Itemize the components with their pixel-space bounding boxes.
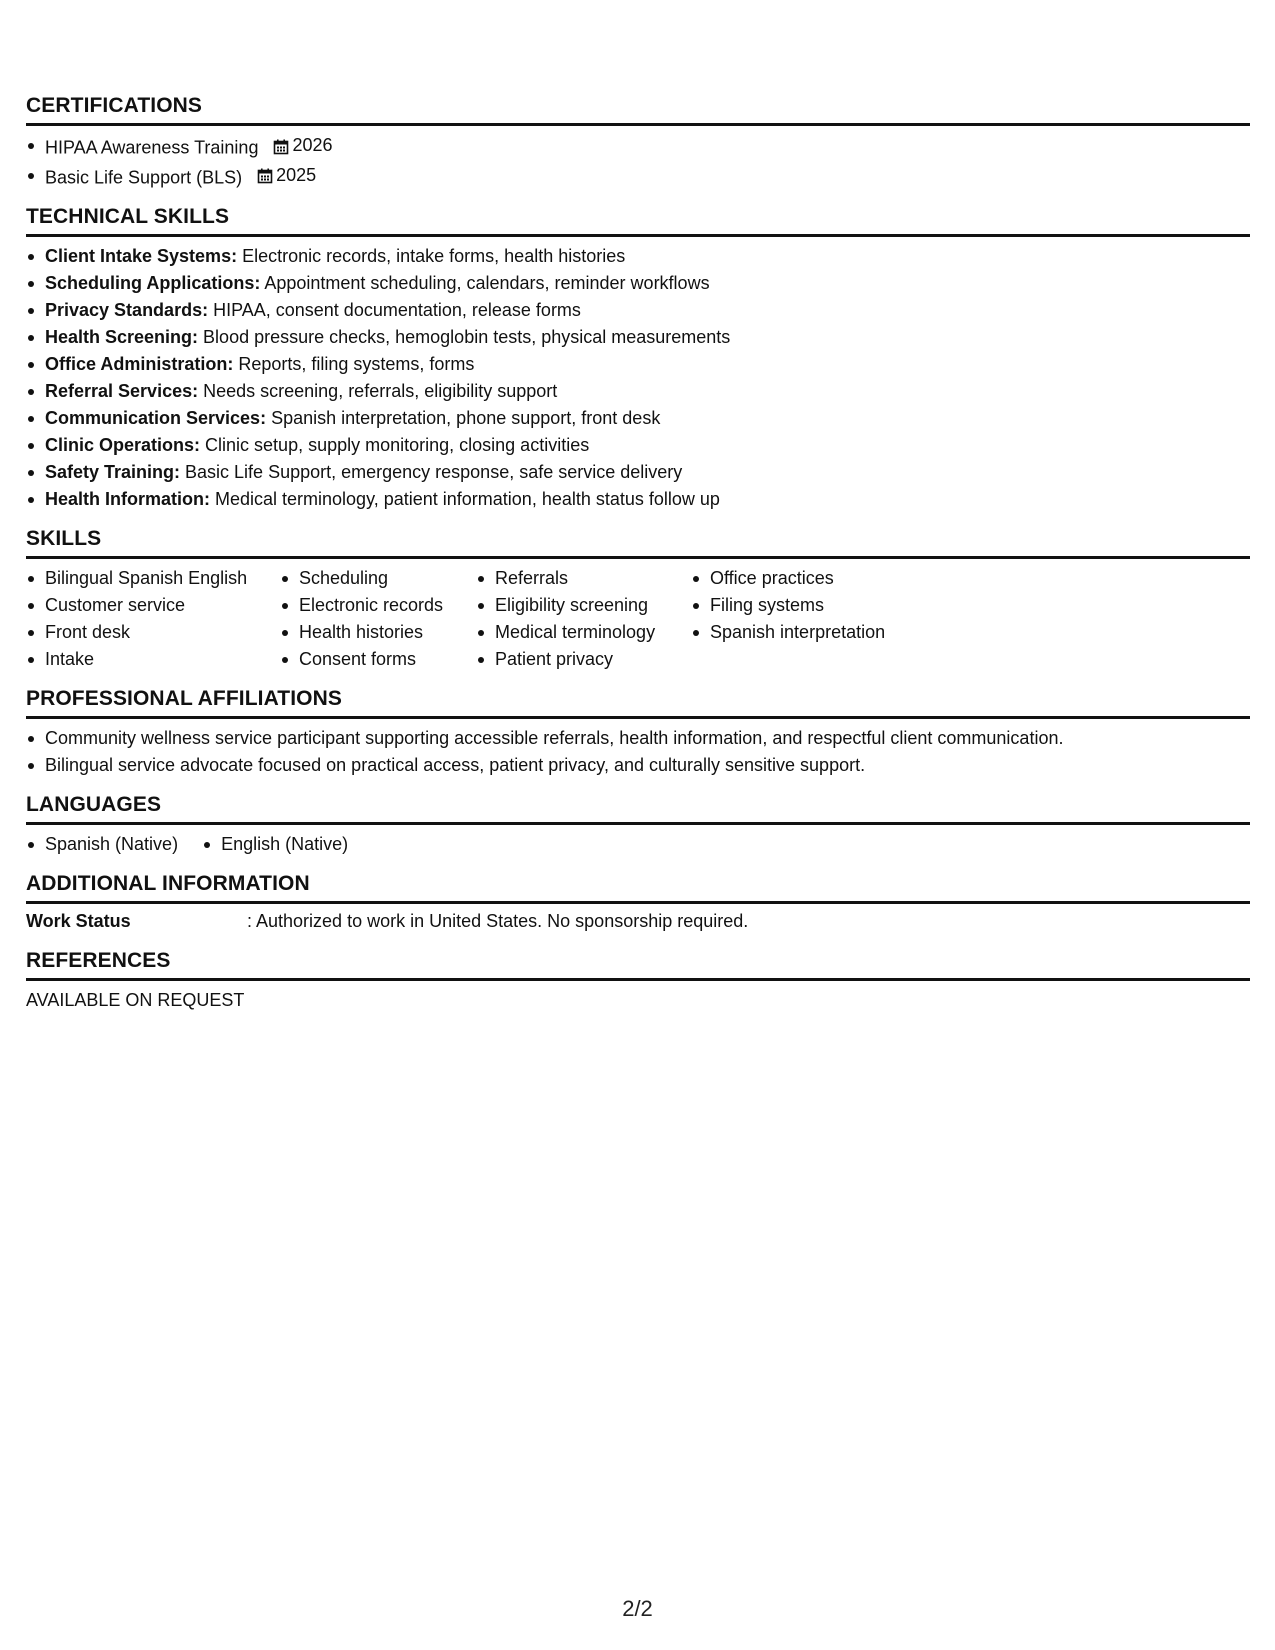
affiliations-section bbox=[26, 687, 1250, 779]
calendar-icon bbox=[257, 168, 273, 184]
list-item bbox=[26, 324, 1250, 351]
skill-detail: HIPAA, consent documentation, release forms bbox=[208, 300, 581, 320]
skill-category: Communication Services: bbox=[45, 408, 267, 428]
skills-column bbox=[26, 565, 280, 673]
certification-name: Basic Life Support (BLS) bbox=[45, 167, 243, 187]
languages-list bbox=[26, 831, 1250, 858]
list-item bbox=[26, 270, 1250, 297]
technical-skills-list bbox=[26, 243, 1250, 513]
skills-grid bbox=[26, 565, 1250, 673]
list-item bbox=[26, 243, 1250, 270]
list-item: Customer service bbox=[26, 592, 280, 619]
skill-detail: Blood pressure checks, hemoglobin tests, physical measurements bbox=[198, 327, 731, 347]
list-item: Consent forms bbox=[280, 646, 476, 673]
affiliations-list bbox=[26, 725, 1250, 779]
references-text: AVAILABLE ON REQUEST bbox=[26, 990, 245, 1010]
references-heading: REFERENCES bbox=[26, 949, 1250, 981]
certifications-heading: CERTIFICATIONS bbox=[26, 94, 1250, 126]
skill-detail: Needs screening, referrals, eligibility support bbox=[198, 381, 558, 401]
skill-category: Scheduling Applications: bbox=[45, 273, 261, 293]
technical-skills-section bbox=[26, 205, 1250, 513]
list-item: Community wellness service participant supporting accessible referrals, health information, and respectful client communication. bbox=[26, 725, 1250, 752]
skill-category: Office Administration: bbox=[45, 354, 234, 374]
certification-date bbox=[273, 132, 332, 159]
skills-column bbox=[476, 565, 691, 673]
technical-skills-heading: TECHNICAL SKILLS bbox=[26, 205, 1250, 237]
skill-category: Health Information: bbox=[45, 489, 210, 509]
certification-year: 2026 bbox=[292, 135, 333, 155]
list-item: Spanish interpretation bbox=[691, 619, 931, 646]
skill-category: Clinic Operations: bbox=[45, 435, 201, 455]
skill-detail: Clinic setup, supply monitoring, closing activities bbox=[200, 435, 590, 455]
work-status-label: Work Status bbox=[26, 911, 131, 931]
list-item: Spanish (Native) bbox=[26, 831, 178, 858]
skills-section bbox=[26, 527, 1250, 673]
additional-info-heading: ADDITIONAL INFORMATION bbox=[26, 872, 1250, 904]
list-item bbox=[26, 297, 1250, 324]
calendar-icon bbox=[273, 139, 289, 155]
list-item: Bilingual Spanish English bbox=[26, 565, 280, 592]
skill-detail: Appointment scheduling, calendars, reminder workflows bbox=[260, 273, 710, 293]
list-item bbox=[26, 432, 1250, 459]
list-item: Scheduling bbox=[280, 565, 476, 592]
skill-detail: Medical terminology, patient information, health status follow up bbox=[210, 489, 720, 509]
list-item: Medical terminology bbox=[476, 619, 691, 646]
skill-category: Health Screening: bbox=[45, 327, 199, 347]
certification-date bbox=[257, 162, 316, 189]
list-item bbox=[26, 405, 1250, 432]
work-status-row bbox=[26, 908, 1250, 935]
certification-year: 2025 bbox=[276, 164, 317, 185]
languages-heading: LANGUAGES bbox=[26, 793, 1250, 825]
list-item: Health histories bbox=[280, 619, 476, 646]
list-item: Eligibility screening bbox=[476, 592, 691, 619]
additional-info-section bbox=[26, 872, 1250, 935]
skill-detail: Spanish interpretation, phone support, front desk bbox=[266, 408, 661, 428]
list-item: Office practices bbox=[691, 565, 931, 592]
references-section bbox=[26, 949, 1250, 1014]
skill-detail: Basic Life Support, emergency response, safe service delivery bbox=[180, 462, 683, 482]
list-item: Front desk bbox=[26, 619, 280, 646]
skill-detail: Electronic records, intake forms, health histories bbox=[237, 246, 626, 266]
skill-category: Privacy Standards: bbox=[45, 300, 209, 320]
certifications-list bbox=[26, 132, 1250, 191]
skill-category: Safety Training: bbox=[45, 462, 181, 482]
work-status-value: : Authorized to work in United States. No sponsorship required. bbox=[247, 911, 749, 931]
skills-heading: SKILLS bbox=[26, 527, 1250, 559]
skill-category: Client Intake Systems: bbox=[45, 246, 238, 266]
languages-section bbox=[26, 793, 1250, 858]
skill-category: Referral Services: bbox=[45, 381, 199, 401]
affiliations-heading: PROFESSIONAL AFFILIATIONS bbox=[26, 687, 1250, 719]
list-item: Intake bbox=[26, 646, 280, 673]
certifications-section bbox=[26, 94, 1250, 191]
list-item: Referrals bbox=[476, 565, 691, 592]
list-item: English (Native) bbox=[202, 831, 348, 858]
list-item: Electronic records bbox=[280, 592, 476, 619]
list-item bbox=[26, 459, 1250, 486]
skills-column bbox=[280, 565, 476, 673]
list-item: Filing systems bbox=[691, 592, 931, 619]
list-item: Patient privacy bbox=[476, 646, 691, 673]
certification-name: HIPAA Awareness Training bbox=[45, 137, 259, 158]
list-item bbox=[26, 378, 1250, 405]
list-item bbox=[26, 162, 1250, 192]
list-item bbox=[26, 486, 1250, 513]
skill-detail: Reports, filing systems, forms bbox=[233, 354, 475, 374]
list-item bbox=[26, 351, 1250, 378]
page-number: 2/2 bbox=[622, 1596, 653, 1621]
list-item bbox=[26, 132, 1250, 162]
list-item: Bilingual service advocate focused on practical access, patient privacy, and culturally sensitive support. bbox=[26, 752, 1250, 779]
skills-column bbox=[691, 565, 931, 673]
resume-page bbox=[26, 94, 1250, 1014]
